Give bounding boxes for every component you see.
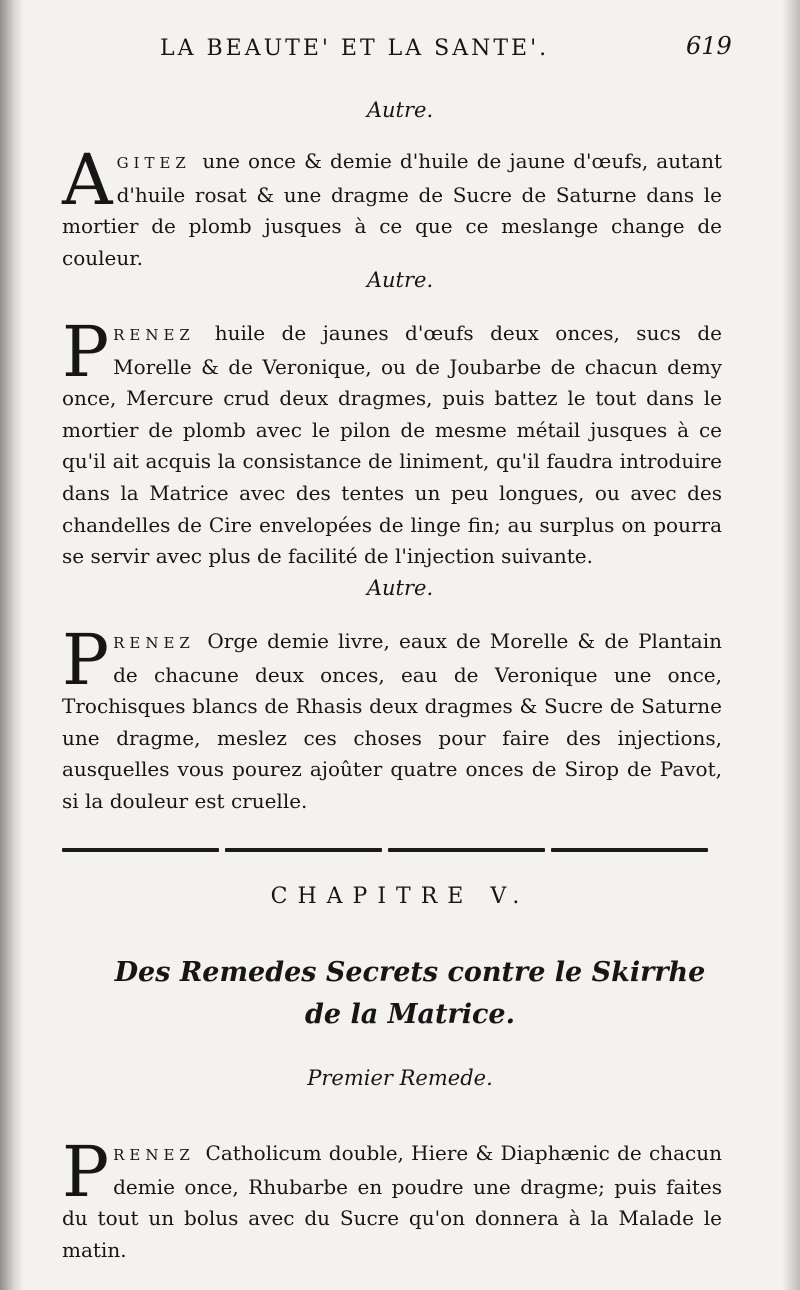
section-heading-1: Autre. xyxy=(366,98,434,122)
chapter-paragraph xyxy=(62,1131,722,1266)
rule-segment xyxy=(388,848,545,852)
section-paragraph-3 xyxy=(62,619,722,818)
drop-cap: A xyxy=(62,139,113,221)
lead-word: RENEZ xyxy=(113,634,208,652)
ornamental-rule xyxy=(62,848,708,853)
section-paragraph-2 xyxy=(62,311,722,573)
binding-shadow xyxy=(0,0,24,1290)
section-paragraph-1 xyxy=(62,139,722,274)
rule-segment xyxy=(225,848,382,852)
drop-cap: P xyxy=(62,311,110,393)
paragraph-text: Catholicum double, Hiere & Diaphænic de chacun demie once, Rhubarbe en poudre une dragme; puis faites du tout un bolus avec du Sucre qu'on donnera à la Malade le matin. xyxy=(62,1141,722,1262)
lead-word: RENEZ xyxy=(113,1146,206,1164)
chapter-heading: CHAPITRE V. xyxy=(270,884,530,909)
paragraph-text: huile de jaunes d'œufs deux onces, sucs de Morelle & de Veronique, ou de Joubarbe de chacun demy once, Mercure crud deux dragmes, puis battez le tout dans le mortier de plomb avec le pilon de mesme métail jusques à ce qu'il ait acquis la consistance de liniment, qu'il faudra introduire dans la Matrice avec des tentes un peu longues, ou avec des chandelles de Cire envelopées de linge fin; au surplus on pourra se servir avec plus de facilité de l'injection suivante. xyxy=(62,321,722,569)
paragraph-text: Orge demie livre, eaux de Morelle & de Plantain de chacune deux onces, eau de Veronique une once, Trochisques blancs de Rhasis deux dragmes & Sucre de Saturne une dragme, meslez ces choses pour faire des injections, ausquelles vous pourez ajoûter quatre onces de Sirop de Pavot, si la douleur est cruelle. xyxy=(62,629,722,813)
page-number: 619 xyxy=(686,32,732,60)
remedy-heading: Premier Remede. xyxy=(307,1066,493,1090)
chapter-title: Des Remedes Secrets contre le Skirrhe de la Matrice. xyxy=(114,957,706,1030)
page-edge xyxy=(782,0,800,1290)
running-head: LA BEAUTE' ET LA SANTE'. xyxy=(160,36,550,61)
lead-word: RENEZ xyxy=(113,326,215,344)
drop-cap: P xyxy=(62,1131,110,1213)
drop-cap: P xyxy=(62,619,110,701)
lead-word: GITEZ xyxy=(116,154,203,172)
section-heading-2: Autre. xyxy=(366,268,434,292)
paragraph-text: une once & demie d'huile de jaune d'œufs, autant d'huile rosat & une dragme de Sucre de Saturne dans le mortier de plomb jusques à ce que ce meslange change de couleur. xyxy=(62,149,722,270)
rule-segment xyxy=(62,848,219,852)
rule-segment xyxy=(551,848,708,852)
section-heading-3: Autre. xyxy=(366,576,434,600)
